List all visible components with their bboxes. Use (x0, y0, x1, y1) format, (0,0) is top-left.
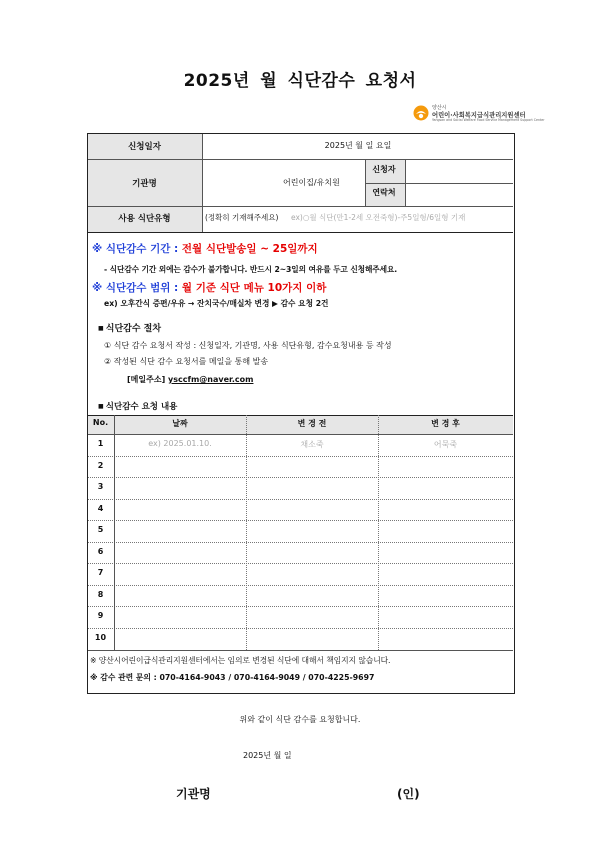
closing-institution-label: 기관명 (176, 787, 211, 801)
center-logo-mark-icon (413, 105, 429, 121)
procedure-heading-text: 식단감수 절차 (105, 324, 162, 334)
logo-city: 양산시 (432, 105, 447, 111)
period-line (92, 241, 318, 256)
meal-type-example[interactable]: ex)○월 식단(만1-2세 오전죽형)-주5일형/6일형 기재 (291, 213, 466, 222)
row-after[interactable]: 어묵죽 (433, 440, 458, 449)
request-date-field[interactable]: 2025년 월 일 요일 (324, 141, 392, 150)
email-line (127, 374, 253, 385)
period-value: 전월 식단발송일 ~ 25일까지 (181, 243, 318, 255)
email-link[interactable]: ysccfm@naver.com (168, 375, 254, 384)
procedure-step-2: ② 작성된 식단 감수 요청서를 메일을 통해 발송 (104, 357, 269, 366)
row-number: 6 (97, 547, 104, 556)
contact-note: ※ 감수 관련 문의 : 070-4164-9043 / 070-4164-9049 / 070-4225-9697 (90, 673, 375, 682)
institution-label: 기관명 (132, 179, 157, 189)
disclaimer-note: ※ 양산시어린이급식관리지원센터에서는 임의로 변경된 식단에 대해서 책임지지 않습니다. (90, 656, 391, 665)
scope-prefix: ※ 식단감수 범위 : (92, 282, 182, 294)
contact-label: 연락처 (372, 188, 396, 197)
closing-date[interactable]: 2025년 월 일 (243, 751, 292, 760)
scope-example: ex) 오후간식 증편/우유 → 잔치국수/매실차 변경 ▶ 감수 요청 2건 (104, 299, 329, 308)
logo-english-name: Yangsan and Social Welfare Food Service Management Support Center (432, 118, 545, 122)
period-prefix: ※ 식단감수 기간 : (92, 243, 182, 255)
seal-label: (인) (397, 787, 420, 801)
scope-line (92, 280, 326, 295)
row-number: 4 (97, 504, 104, 513)
column-header-date: 날짜 (172, 419, 188, 428)
applicant-label: 신청자 (372, 165, 396, 174)
row-before[interactable]: 채소죽 (300, 440, 324, 449)
row-number: 5 (97, 525, 104, 534)
request-bullet-icon: ■ (98, 403, 106, 410)
email-label: [메일주소] (127, 375, 166, 384)
scope-value: 월 기준 식단 메뉴 10가지 이하 (181, 282, 327, 294)
meal-type-note: (정확히 기재해주세요) (205, 213, 279, 222)
procedure-heading (98, 321, 161, 334)
column-header-after: 변 경 후 (431, 419, 460, 428)
center-logo (413, 103, 545, 125)
logo-center-name: 어린이·사회복지급식관리지원센터 (432, 112, 526, 119)
row-number: 3 (97, 482, 104, 491)
row-number: 9 (97, 611, 104, 620)
meal-type-label: 사용 식단유형 (118, 214, 171, 224)
request-heading-text: 식단감수 요청 내용 (105, 402, 178, 412)
row-number: 2 (97, 461, 104, 470)
column-header-before: 변 경 전 (297, 419, 327, 428)
period-note: - 식단감수 기간 외에는 감수가 불가합니다. 반드시 2~3일의 여유를 두고 신청해주세요. (104, 265, 398, 274)
closing-statement: 위와 같이 식단 감수를 요청합니다. (239, 715, 361, 724)
institution-type-field[interactable]: 어린이집/유치원 (283, 178, 340, 187)
row-number: 1 (97, 439, 104, 448)
procedure-step-1: ① 식단 감수 요청서 작성 : 신청일자, 기관명, 사용 식단유형, 감수요청내용 등 작성 (104, 341, 392, 350)
column-header-no: No. (92, 418, 109, 427)
procedure-bullet-icon: ■ (98, 325, 106, 332)
row-date[interactable]: ex) 2025.01.10. (148, 439, 212, 448)
request-heading (98, 400, 177, 412)
row-number: 7 (97, 568, 104, 577)
row-number: 8 (97, 590, 104, 599)
request-date-label: 신청일자 (128, 142, 161, 152)
row-number: 10 (94, 633, 107, 642)
document-title: 2025년 월 식단감수 요청서 (183, 71, 417, 91)
